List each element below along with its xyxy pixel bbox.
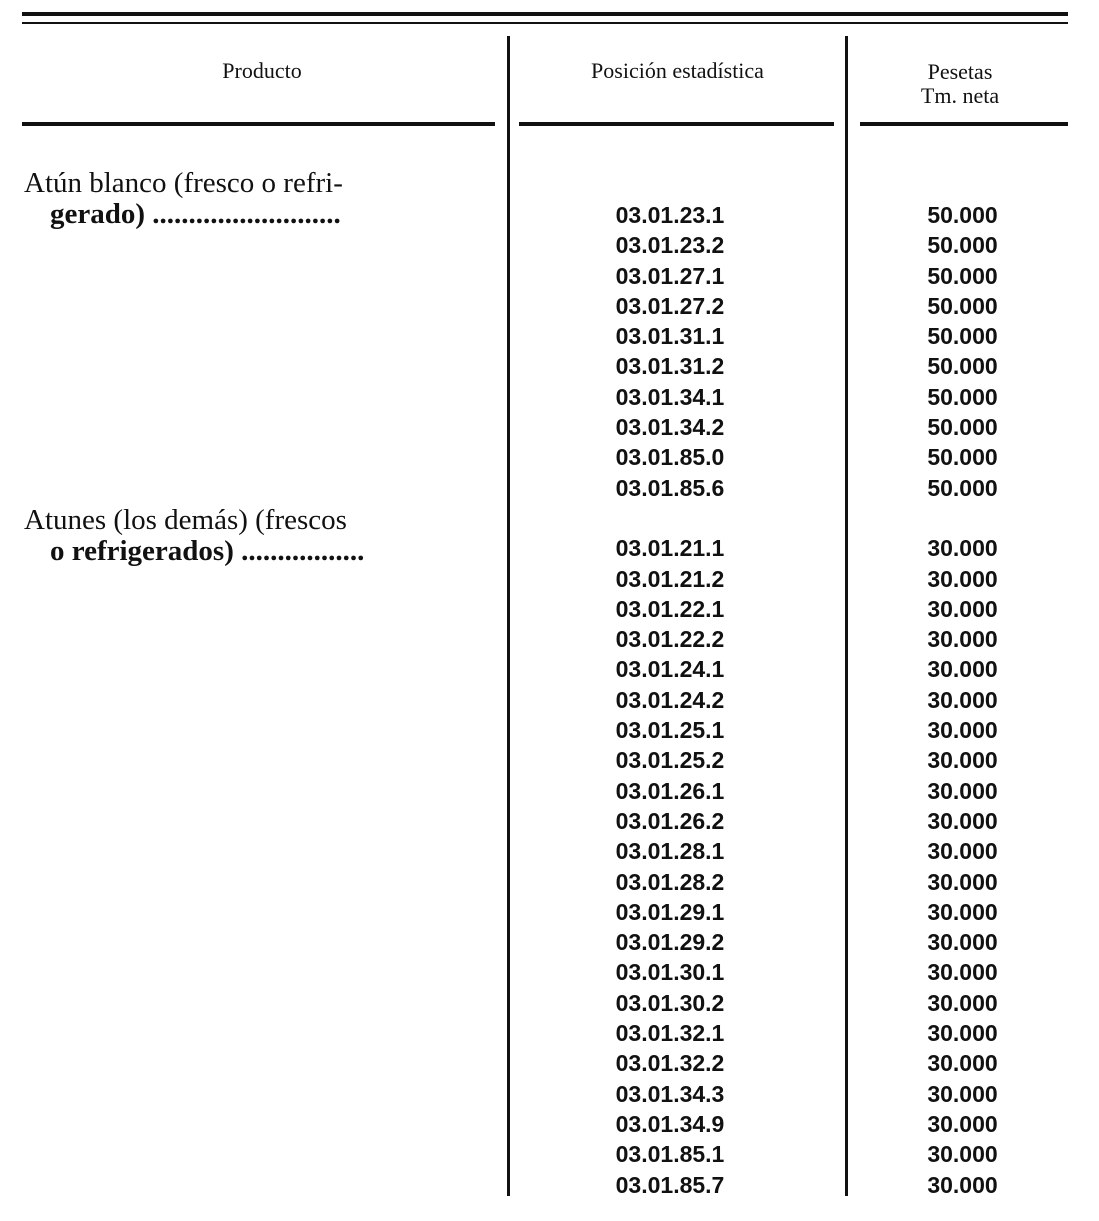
header-underline-producto <box>22 122 495 126</box>
posicion-cell: 03.01.25.2 <box>615 747 725 774</box>
column-divider-right <box>845 36 848 1196</box>
header-posicion <box>515 58 840 84</box>
posicion-cell: 03.01.30.1 <box>615 959 725 986</box>
top-rule-thick <box>22 12 1068 16</box>
group-spacer <box>870 503 1055 533</box>
header-pesetas <box>855 60 1065 108</box>
pesetas-cell: 50.000 <box>927 474 998 501</box>
posicion-cell: 03.01.34.3 <box>615 1080 725 1107</box>
posicion-cell: 03.01.34.9 <box>615 1110 725 1137</box>
posicion-cell: 03.01.29.1 <box>615 898 725 925</box>
product-line1: Atunes (los demás) (frescos <box>24 504 347 536</box>
posicion-cell: 03.01.21.1 <box>615 535 725 562</box>
product-label-atun-blanco <box>24 168 494 230</box>
pesetas-cell: 30.000 <box>927 929 998 956</box>
posicion-cell: 03.01.26.1 <box>615 777 725 804</box>
posicion-cell: 03.01.24.1 <box>615 656 725 683</box>
pesetas-cell: 30.000 <box>927 868 998 895</box>
posicion-cell: 03.01.29.2 <box>615 929 725 956</box>
pesetas-cell: 30.000 <box>927 565 998 592</box>
pesetas-cell: 50.000 <box>927 323 998 350</box>
pesetas-cell: 50.000 <box>927 353 998 380</box>
product-line2: o refrigerados) ................. <box>50 535 365 567</box>
pesetas-cell: 30.000 <box>927 1141 998 1168</box>
pesetas-cell: 30.000 <box>927 838 998 865</box>
pesetas-cell: 30.000 <box>927 717 998 744</box>
posicion-cell: 03.01.27.1 <box>615 262 725 289</box>
top-rule-thin <box>22 22 1068 24</box>
posicion-cell: 03.01.21.2 <box>615 565 725 592</box>
posicion-cell: 03.01.22.2 <box>615 626 725 653</box>
header-producto <box>22 58 502 84</box>
posicion-cell: 03.01.25.1 <box>615 717 725 744</box>
product-line2: gerado) .......................... <box>50 198 341 230</box>
pesetas-cell: 30.000 <box>927 989 998 1016</box>
pesetas-cell: 50.000 <box>927 232 998 259</box>
pesetas-cell: 50.000 <box>927 444 998 471</box>
posicion-cell: 03.01.28.2 <box>615 868 725 895</box>
posicion-cell: 03.01.31.1 <box>615 323 725 350</box>
pesetas-cell: 30.000 <box>927 807 998 834</box>
posicion-cell: 03.01.34.1 <box>615 383 725 410</box>
pesetas-cell: 50.000 <box>927 292 998 319</box>
header-pesetas-line2: Tm. neta <box>920 83 1000 108</box>
posicion-cell: 03.01.22.1 <box>615 595 725 622</box>
posicion-cell: 03.01.23.2 <box>615 232 725 259</box>
posicion-cell: 03.01.85.1 <box>615 1141 725 1168</box>
posicion-cell: 03.01.27.2 <box>615 292 725 319</box>
posicion-cell: 03.01.30.2 <box>615 989 725 1016</box>
product-line1: Atún blanco (fresco o refri- <box>24 167 343 199</box>
posicion-cell: 03.01.34.2 <box>615 414 725 441</box>
header-posicion-label: Posición estadística <box>591 58 764 83</box>
pesetas-cell: 30.000 <box>927 777 998 804</box>
pesetas-cell: 50.000 <box>927 414 998 441</box>
header-pesetas-line1: Pesetas <box>927 59 993 84</box>
posicion-cell: 03.01.31.2 <box>615 353 725 380</box>
pesetas-cell: 50.000 <box>927 262 998 289</box>
pesetas-cell: 30.000 <box>927 686 998 713</box>
group-spacer <box>540 503 800 533</box>
posicion-cell: 03.01.32.2 <box>615 1050 725 1077</box>
posicion-cell: 03.01.85.0 <box>615 444 725 471</box>
posicion-cell: 03.01.23.1 <box>615 202 725 228</box>
pesetas-cell: 30.000 <box>927 1050 998 1077</box>
posicion-cell: 03.01.26.2 <box>615 807 725 834</box>
product-label-atunes-demas <box>24 505 494 567</box>
pesetas-cell: 30.000 <box>927 747 998 774</box>
pesetas-cell: 30.000 <box>927 595 998 622</box>
pesetas-cell: 30.000 <box>927 626 998 653</box>
posicion-cell: 03.01.24.2 <box>615 686 725 713</box>
header-underline-posicion <box>519 122 834 126</box>
pesetas-cell: 50.000 <box>927 383 998 410</box>
header-underline-pesetas <box>860 122 1068 126</box>
pesetas-cell: 30.000 <box>927 1080 998 1107</box>
posicion-cell: 03.01.28.1 <box>615 838 725 865</box>
pesetas-column <box>870 200 1055 1200</box>
header-producto-label: Producto <box>222 58 302 83</box>
column-divider-left <box>507 36 510 1196</box>
posicion-column <box>540 200 800 1200</box>
pesetas-cell: 30.000 <box>927 656 998 683</box>
pesetas-cell: 30.000 <box>927 535 998 562</box>
posicion-cell: 03.01.32.1 <box>615 1020 725 1047</box>
pesetas-cell: 30.000 <box>927 959 998 986</box>
pesetas-cell: 30.000 <box>927 898 998 925</box>
pesetas-cell: 30.000 <box>927 1020 998 1047</box>
posicion-cell: 03.01.85.7 <box>615 1171 725 1198</box>
pesetas-cell: 30.000 <box>927 1171 998 1198</box>
posicion-cell: 03.01.85.6 <box>615 474 725 501</box>
pesetas-cell: 30.000 <box>927 1110 998 1137</box>
pesetas-cell: 50.000 <box>927 202 998 228</box>
